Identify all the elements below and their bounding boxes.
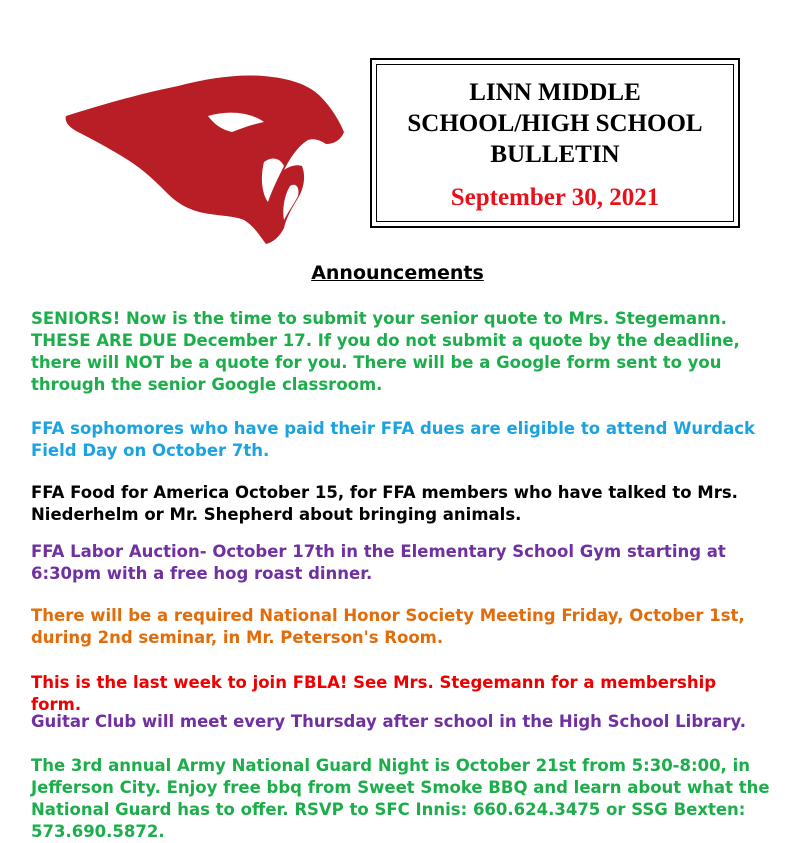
announcement-guitar-club: Guitar Club will meet every Thursday after school in the High School Library. <box>31 712 747 731</box>
announcement-fbla: This is the last week to join FBLA! See Mrs. Stegemann for a membership form. <box>31 673 717 714</box>
panther-head-icon <box>58 66 348 246</box>
title-line-2: SCHOOL/HIGH SCHOOL <box>407 110 703 137</box>
announcement-ffa-auction: FFA Labor Auction- October 17th in the Elementary School Gym starting at 6:30pm with a free hog roast dinner. <box>31 542 726 583</box>
title-line-1: LINN MIDDLE <box>469 79 641 106</box>
title-box-inner <box>376 64 734 222</box>
announcement-senior-quote: SENIORS! Now is the time to submit your senior quote to Mrs. Stegemann. THESE ARE DUE December 17. If you do not submit a quote by the deadline, there will NOT be a quote for you. There will be a Google form sent to you through the senior Google classroom. <box>31 309 740 394</box>
bulletin-date: September 30, 2021 <box>450 184 660 211</box>
announcement-ffa-field-day: FFA sophomores who have paid their FFA dues are eligible to attend Wurdack Field Day on October 7th. <box>31 419 756 460</box>
announcements-heading: Announcements <box>311 262 484 284</box>
announcement-ffa-food: FFA Food for America October 15, for FFA members who have talked to Mrs. Niederhelm or Mr. Shepherd about bringing animals. <box>31 483 738 524</box>
announcement-national-guard: The 3rd annual Army National Guard Night is October 21st from 5:30-8:00, in Jefferson City. Enjoy free bbq from Sweet Smoke BBQ and learn about what the National Guard has to offer. RSVP to SFC Innis: 660.624.3475 or SSG Bexten: 573.690.5872. <box>31 756 770 841</box>
title-box <box>370 58 740 228</box>
announcement-nhs-meeting: There will be a required National Honor Society Meeting Friday, October 1st, during 2nd seminar, in Mr. Peterson's Room. <box>31 606 745 647</box>
title-line-3: BULLETIN <box>490 141 620 168</box>
